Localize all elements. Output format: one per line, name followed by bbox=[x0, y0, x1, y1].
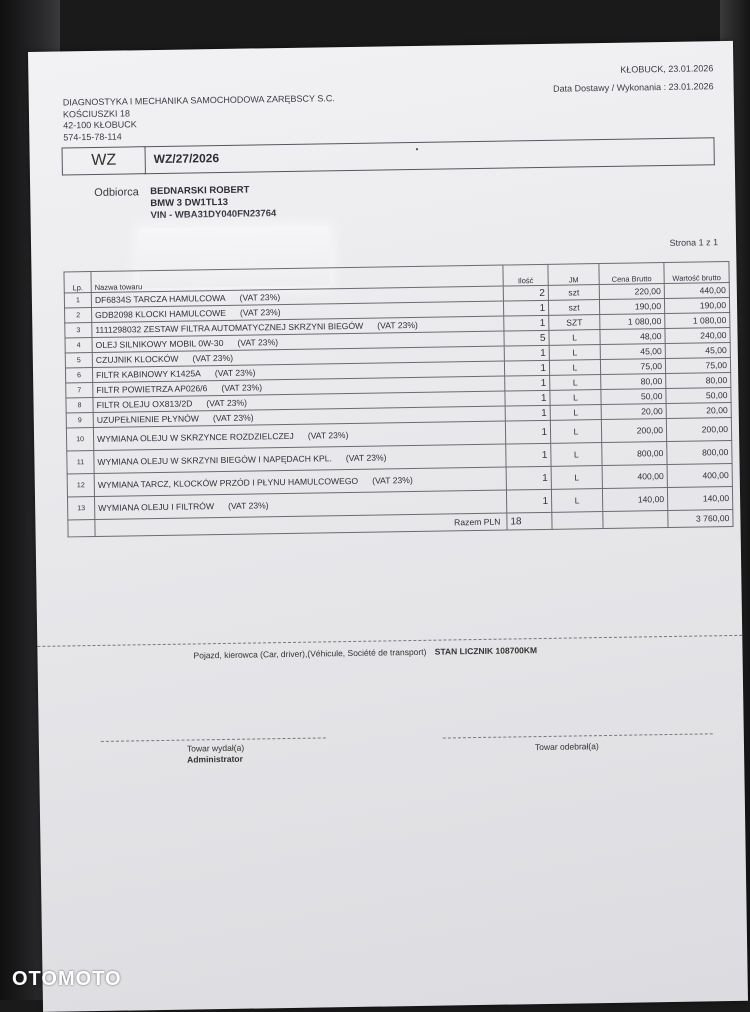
header-qty: Ilość bbox=[503, 264, 548, 286]
dot-mark: • bbox=[415, 144, 419, 154]
row-price: 48,00 bbox=[600, 329, 665, 345]
row-lp: 1 bbox=[64, 293, 91, 308]
header-lp: Lp. bbox=[64, 272, 91, 293]
row-item-name: 1111298032 ZESTAW FILTRA AUTOMATYCZNEJ SKRZYNI BIEGÓW bbox=[95, 320, 364, 335]
row-value: 20,00 bbox=[666, 402, 731, 418]
row-vat: (VAT 23%) bbox=[221, 382, 263, 394]
row-value: 190,00 bbox=[664, 298, 729, 314]
items-table bbox=[63, 261, 733, 537]
row-qty: 1 bbox=[506, 489, 551, 513]
row-lp: 5 bbox=[65, 353, 92, 368]
row-lp: 10 bbox=[66, 428, 93, 451]
row-value: 50,00 bbox=[666, 388, 731, 404]
row-qty: 5 bbox=[504, 330, 549, 346]
row-lp: 2 bbox=[65, 308, 92, 323]
row-unit: L bbox=[550, 375, 601, 391]
row-value: 240,00 bbox=[665, 328, 730, 344]
row-price: 80,00 bbox=[601, 374, 666, 390]
company-info bbox=[63, 93, 336, 143]
row-qty: 1 bbox=[504, 315, 549, 331]
row-price: 50,00 bbox=[601, 389, 666, 405]
total-label: Razem PLN bbox=[95, 513, 507, 536]
row-unit: szt bbox=[548, 300, 599, 316]
row-item-name: WYMIANA OLEJU I FILTRÓW bbox=[98, 501, 215, 513]
document-sheet bbox=[28, 41, 748, 1012]
otomoto-watermark: OTOMOTO bbox=[12, 968, 122, 990]
signature-line-issued bbox=[101, 737, 326, 742]
doc-number-box bbox=[143, 137, 714, 174]
row-qty: 1 bbox=[505, 375, 550, 391]
page-number: Strona 1 z 1 bbox=[669, 237, 719, 248]
row-item-name: FILTR KABINOWY K1425A bbox=[96, 368, 201, 380]
row-price: 20,00 bbox=[601, 404, 666, 420]
row-vat: (VAT 23%) bbox=[239, 307, 281, 318]
doc-type-box: WZ bbox=[62, 146, 146, 175]
row-lp: 6 bbox=[65, 368, 92, 383]
row-unit: L bbox=[550, 420, 601, 444]
row-value: 200,00 bbox=[666, 417, 731, 441]
header-unit: JM bbox=[548, 264, 599, 286]
row-item-name: FILTR POWIETRZA AP026/6 bbox=[96, 383, 208, 395]
row-value: 400,00 bbox=[667, 463, 732, 487]
company-city: 42-100 KŁOBUCK bbox=[63, 119, 137, 131]
header-price: Cena Brutto bbox=[599, 263, 664, 285]
row-price: 140,00 bbox=[602, 488, 667, 512]
row-qty: 1 bbox=[505, 420, 550, 444]
row-vat: (VAT 23%) bbox=[307, 430, 349, 441]
row-price: 45,00 bbox=[600, 344, 665, 360]
odometer: STAN LICZNIK 108700KM bbox=[434, 645, 538, 657]
vehicle-text: Pojazd, kierowca (Car, driver),(Véhicule, Société de transport) bbox=[193, 646, 427, 661]
row-value: 800,00 bbox=[667, 440, 732, 464]
row-qty: 1 bbox=[504, 360, 549, 376]
row-lp: 13 bbox=[67, 497, 94, 520]
row-lp: 12 bbox=[67, 474, 94, 497]
row-vat: (VAT 23%) bbox=[227, 500, 269, 511]
row-unit: L bbox=[550, 390, 601, 406]
row-item-name: WYMIANA OLEJU W SKRZYNI BIEGÓW I NAPĘDACH KPL. bbox=[97, 453, 332, 467]
row-price: 75,00 bbox=[600, 359, 665, 375]
row-value: 1 080,00 bbox=[665, 313, 730, 329]
row-lp: 9 bbox=[66, 413, 93, 428]
row-qty: 2 bbox=[503, 285, 548, 301]
row-vat: (VAT 23%) bbox=[214, 367, 256, 379]
row-lp: 3 bbox=[65, 323, 92, 338]
row-vat: (VAT 23%) bbox=[377, 319, 418, 331]
header-name: Nazwa towaru bbox=[91, 265, 503, 292]
delivery-date: Data Dostawy / Wykonania : 23.01.2026 bbox=[553, 81, 714, 94]
received-label: Towar odebrał(a) bbox=[534, 741, 599, 753]
row-unit: L bbox=[551, 489, 602, 513]
doc-number: WZ/27/2026 bbox=[153, 151, 220, 167]
row-price: 200,00 bbox=[601, 419, 666, 443]
company-street: KOŚCIUSZKI 18 bbox=[62, 107, 131, 119]
row-unit: L bbox=[549, 360, 600, 376]
row-unit: szt bbox=[548, 285, 599, 301]
issued-label: Towar wydał(a) bbox=[186, 742, 245, 754]
row-value: 80,00 bbox=[666, 373, 731, 389]
row-item-name: OLEJ SILNIKOWY MOBIL 0W-30 bbox=[95, 337, 224, 350]
row-item-name: DF6834S TARCZA HAMULCOWA bbox=[94, 292, 226, 305]
row-price: 1 080,00 bbox=[600, 314, 665, 330]
row-vat: (VAT 23%) bbox=[237, 337, 279, 348]
row-lp: 4 bbox=[65, 338, 92, 353]
vehicle-line bbox=[193, 645, 537, 660]
row-lp: 7 bbox=[66, 383, 93, 398]
row-vat: (VAT 23%) bbox=[192, 352, 234, 364]
row-item-name: UZUPEŁNIENIE PŁYNÓW bbox=[96, 413, 200, 425]
divider bbox=[37, 635, 742, 647]
recipient-name: BEDNARSKI ROBERT bbox=[150, 184, 250, 198]
row-qty: 1 bbox=[506, 466, 551, 490]
row-vat: (VAT 23%) bbox=[372, 475, 413, 486]
city-date: KŁOBUCK, 23.01.2026 bbox=[620, 63, 714, 75]
total-value: 3 760,00 bbox=[668, 509, 733, 527]
row-unit: L bbox=[549, 330, 600, 346]
row-value: 140,00 bbox=[667, 486, 732, 510]
recipient-vin: VIN - WBA31DY040FN23764 bbox=[150, 208, 277, 222]
row-lp: 8 bbox=[66, 398, 93, 413]
row-unit: L bbox=[549, 345, 600, 361]
row-item-name: FILTR OLEJU OX813/2D bbox=[96, 398, 193, 410]
row-unit: L bbox=[551, 466, 602, 490]
row-qty: 1 bbox=[503, 300, 548, 316]
row-value: 75,00 bbox=[665, 358, 730, 374]
row-qty: 1 bbox=[505, 405, 550, 421]
row-price: 220,00 bbox=[599, 284, 664, 300]
issued-by: Administrator bbox=[187, 753, 243, 765]
row-unit: L bbox=[550, 405, 601, 421]
recipient-label: Odbiorca bbox=[94, 186, 139, 199]
row-price: 800,00 bbox=[602, 442, 667, 466]
company-name: DIAGNOSTYKA I MECHANIKA SAMOCHODOWA ZARĘBSCY S.C. bbox=[62, 93, 335, 108]
row-price: 190,00 bbox=[599, 299, 664, 315]
row-vat: (VAT 23%) bbox=[345, 452, 387, 464]
row-vat: (VAT 23%) bbox=[212, 412, 254, 424]
row-item-name: WYMIANA TARCZ, KLOCKÓW PRZÓD I PŁYNU HAMULCOWEGO bbox=[97, 475, 359, 490]
row-item-name: CZUJNIK KLOCKÓW bbox=[95, 353, 179, 365]
row-qty: 1 bbox=[504, 345, 549, 361]
row-value: 45,00 bbox=[665, 343, 730, 359]
signature-line-received bbox=[443, 733, 713, 738]
row-item-name: GDB2098 KLOCKI HAMULCOWE bbox=[95, 307, 227, 320]
recipient-info bbox=[150, 184, 276, 222]
row-qty: 1 bbox=[505, 390, 550, 406]
total-qty: 18 bbox=[507, 512, 552, 530]
row-unit: L bbox=[551, 443, 602, 467]
row-value: 440,00 bbox=[664, 283, 729, 299]
row-price: 400,00 bbox=[602, 465, 667, 489]
row-lp: 11 bbox=[67, 451, 94, 474]
row-vat: (VAT 23%) bbox=[239, 292, 281, 303]
recipient-car: BMW 3 DW1TL13 bbox=[150, 196, 229, 210]
header-value: Wartość brutto bbox=[664, 262, 729, 284]
row-vat: (VAT 23%) bbox=[206, 397, 248, 409]
row-qty: 1 bbox=[506, 443, 551, 467]
row-unit: SZT bbox=[549, 315, 600, 331]
company-phone: 574-15-78-114 bbox=[63, 131, 122, 142]
row-item-name: WYMIANA OLEJU W SKRZYNCE ROZDZIELCZEJ bbox=[97, 430, 294, 444]
